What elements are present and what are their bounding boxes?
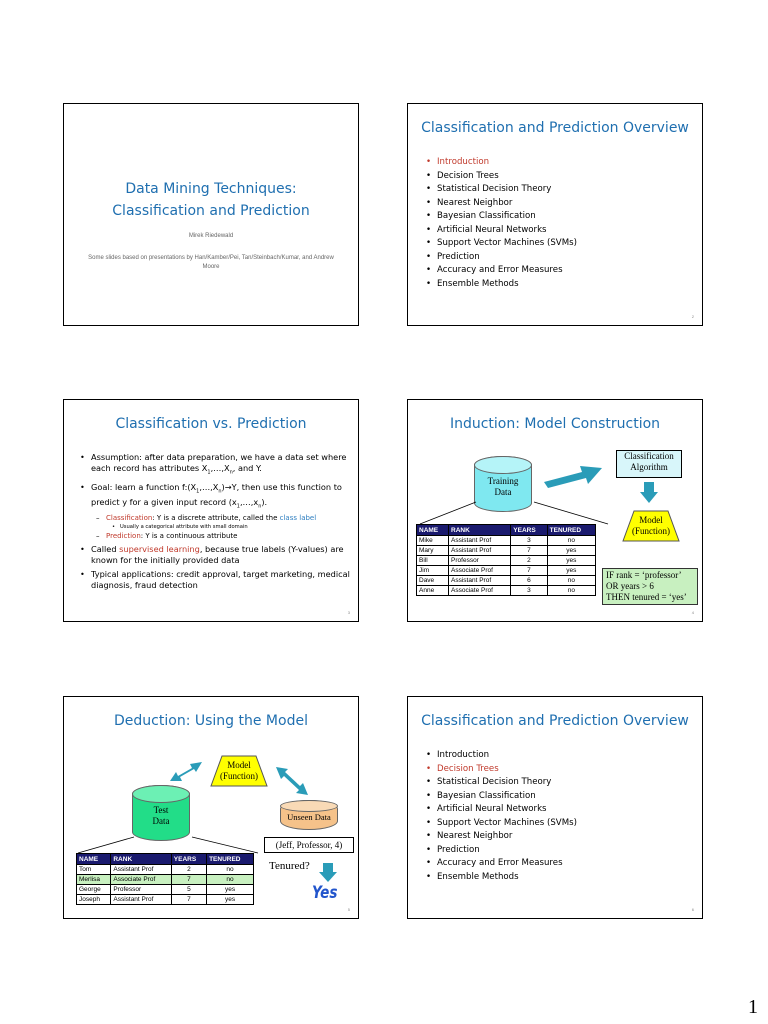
training-table xyxy=(416,524,596,596)
author: Mirek Riedewald xyxy=(188,233,234,239)
slide-5 xyxy=(63,696,359,919)
list-item: • Ensemble Methods xyxy=(426,278,577,292)
slide-1 xyxy=(63,103,359,326)
list-item: • Prediction xyxy=(426,844,577,858)
sub-bullet-prediction: – Prediction: Y is a continuous attribute xyxy=(80,531,350,541)
training-label: Training xyxy=(487,476,519,486)
list-item: • Ensemble Methods xyxy=(426,871,577,885)
model-line-2: (Function) xyxy=(632,526,670,536)
bullet-supervised: • Called supervised learning, because true labels (Y-values) are known for the initially provided data xyxy=(80,544,350,566)
table-row: Merlisa Associate Prof 7 no xyxy=(77,875,254,885)
test-data-cylinder xyxy=(132,785,190,841)
credits: Some slides based on presentations by Han/Kamber/Pei, Tan/Steinbach/Kumar, and Andrew Moore xyxy=(88,255,334,270)
table-row: Joseph Assistant Prof 7 yes xyxy=(77,895,254,905)
list-item: • Introduction xyxy=(426,749,577,763)
down-arrow-icon xyxy=(319,863,337,883)
header-name: NAME xyxy=(417,525,449,536)
list-item: • Bayesian Classification xyxy=(426,790,577,804)
slide-4 xyxy=(407,399,703,622)
slide-3-title: Classification vs. Prediction xyxy=(115,416,307,432)
table-row: George Professor 5 yes xyxy=(77,885,254,895)
title-line-1: Data Mining Techniques: xyxy=(125,181,297,197)
model-line-1: Model xyxy=(227,760,251,770)
list-item: • Artificial Neural Networks xyxy=(426,224,577,238)
slide-6 xyxy=(407,696,703,919)
slide-number: 6 xyxy=(691,907,694,912)
title-line-2: Classification and Prediction xyxy=(112,203,310,219)
bullet-applications: • Typical applications: credit approval, target marketing, medical diagnosis, fraud detection xyxy=(80,569,350,591)
slide-3 xyxy=(63,399,359,622)
connector-lines xyxy=(72,835,268,855)
double-arrow-icon xyxy=(168,759,204,785)
list-item: • Nearest Neighbor xyxy=(426,830,577,844)
model-line-1: Model xyxy=(639,515,663,525)
overview-list xyxy=(426,749,577,884)
list-item: • Accuracy and Error Measures xyxy=(426,264,577,278)
header-years: YEARS xyxy=(511,525,547,536)
table-header-row xyxy=(77,854,254,865)
unseen-data-label: Unseen Data xyxy=(287,812,331,822)
data-label: Data xyxy=(494,487,512,497)
data-label: Data xyxy=(152,816,170,826)
slide-1-title xyxy=(64,178,358,222)
down-arrow-icon xyxy=(640,482,658,504)
header-tenured: TENURED xyxy=(547,525,595,536)
list-item: • Nearest Neighbor xyxy=(426,197,577,211)
algorithm-line-1: Classification xyxy=(624,451,674,461)
rule-line-2: OR years > 6 xyxy=(606,581,654,591)
page-number: 1 xyxy=(748,996,758,1018)
arrow-icon xyxy=(542,458,604,488)
bullet-goal: • Goal: learn a function $f:(X_1,\dots,X_n)\to Y$, then use this function to predict y for a given input record $(x_1,\dots,x_n)$. xyxy=(80,482,350,513)
table-row: Anne Associate Prof 3 no xyxy=(417,586,596,596)
overview-list xyxy=(426,156,577,291)
slide-4-title: Induction: Model Construction xyxy=(449,416,661,432)
list-item: • Support Vector Machines (SVMs) xyxy=(426,237,577,251)
rule-line-1: IF rank = ‘professor’ xyxy=(606,570,682,580)
slide-3-body xyxy=(80,452,350,591)
slide-number: 2 xyxy=(691,314,694,319)
test-label: Test xyxy=(153,805,169,815)
list-item: • Statistical Decision Theory xyxy=(426,183,577,197)
slide-number: 5 xyxy=(347,907,350,912)
slide-2-title: Classification and Prediction Overview xyxy=(421,120,689,136)
algorithm-line-2: Algorithm xyxy=(630,462,668,472)
model-line-2: (Function) xyxy=(220,771,258,781)
rule-box xyxy=(602,568,698,605)
header-name: NAME xyxy=(77,854,111,865)
slide-5-title: Deduction: Using the Model xyxy=(114,713,308,729)
table-row: Jim Associate Prof 7 yes xyxy=(417,566,596,576)
list-item: • Decision Trees xyxy=(426,170,577,184)
list-item: • Statistical Decision Theory xyxy=(426,776,577,790)
table-row: Bill Professor 2 yes xyxy=(417,556,596,566)
list-item: • Prediction xyxy=(426,251,577,265)
slide-6-title: Classification and Prediction Overview xyxy=(421,713,689,729)
header-rank: RANK xyxy=(111,854,171,865)
list-item: • Support Vector Machines (SVMs) xyxy=(426,817,577,831)
slide-number: 3 xyxy=(347,610,350,615)
yes-answer: Yes xyxy=(312,883,338,903)
header-years: YEARS xyxy=(171,854,206,865)
table-row: Mary Assistant Prof 7 yes xyxy=(417,546,596,556)
list-item: • Artificial Neural Networks xyxy=(426,803,577,817)
table-row: Dave Assistant Prof 6 no xyxy=(417,576,596,586)
list-item: • Bayesian Classification xyxy=(426,210,577,224)
test-table xyxy=(76,853,254,905)
query-box: (Jeff, Professor, 4) xyxy=(264,837,354,853)
slide-2 xyxy=(407,103,703,326)
list-item: • Accuracy and Error Measures xyxy=(426,857,577,871)
unseen-data-cylinder xyxy=(280,800,338,830)
slide-number: 4 xyxy=(691,610,694,615)
rule-line-3: THEN tenured = ‘yes’ xyxy=(606,592,687,602)
model-function-shape xyxy=(210,755,268,787)
bullet-assumption: • Assumption: after data preparation, we have a data set where each record has attributes $X_1,\dots,X_n$, and Y. xyxy=(80,452,350,479)
table-header-row xyxy=(417,525,596,536)
sub-bullet-classification: – Classification: Y is a discrete attribute, called the class label xyxy=(80,513,350,523)
header-tenured: TENURED xyxy=(207,854,254,865)
classification-algorithm-box xyxy=(616,450,682,478)
tenured-question: Tenured? xyxy=(269,860,310,872)
double-arrow-icon xyxy=(274,765,310,797)
table-row: Mike Assistant Prof 3 no xyxy=(417,536,596,546)
list-item: • Decision Trees xyxy=(426,763,577,777)
header-rank: RANK xyxy=(449,525,511,536)
model-function-shape xyxy=(622,510,680,542)
sub-sub-bullet: • Usually a categorical attribute with small domain xyxy=(80,523,350,531)
table-row: Tom Assistant Prof 2 no xyxy=(77,865,254,875)
list-item: • Introduction xyxy=(426,156,577,170)
connector-lines xyxy=(416,496,612,526)
